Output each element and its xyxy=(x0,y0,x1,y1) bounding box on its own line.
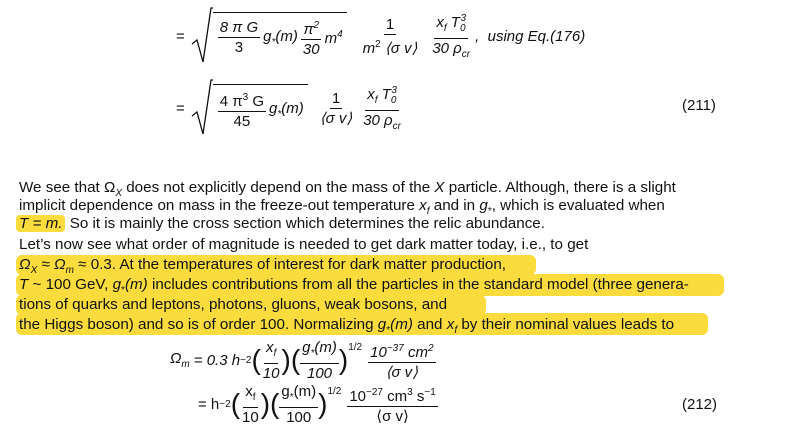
equals-sign: = xyxy=(176,99,185,117)
paragraph-line-3: T = m. So it is mainly the cross section which determines the relic abundance. xyxy=(16,214,545,233)
g-star-m: $g_*(m)$ xyxy=(263,27,298,48)
fraction-1e-27-over-sigmav: $\frac{10^{-27} cm^3 s^{-1}}{\text{⟨σ v⟩}}$ xyxy=(347,384,437,425)
equation-line-4: = h −2 ( $\frac{x_f}{10}$ ) ( $\frac{g_*(m)}{100}$ ) $^{1/2}$ $\frac{10^{-27} cm^3 s^{-1}}{\text{⟨σ v⟩}}$ xyxy=(198,382,436,426)
equation-comment: , using Eq.(176) xyxy=(475,27,586,45)
fraction-1e-37-over-sigmav: $\frac{10^{-37} cm^2}{\text{⟨σ v⟩}}$ xyxy=(368,340,435,381)
sqrt-sign xyxy=(191,78,213,138)
sqrt-body xyxy=(213,84,308,130)
fraction-gstar-over-100: $\frac{g_*(m)}{100}$ xyxy=(302,338,337,382)
omega-m: $\Omega_m$ xyxy=(170,350,190,370)
fraction-1-over-sigmav: $\frac{1}{\text{⟨σ v⟩}}$ xyxy=(319,89,353,127)
sqrt-sign xyxy=(191,6,213,66)
fraction-1-over-m2-sigmav: $\frac{1}{m^2 ⟨\sigma v⟩}$ xyxy=(362,15,418,57)
m4: $m^4$ xyxy=(324,28,343,47)
g-star-m: $g_*(m)$ xyxy=(269,99,304,120)
fraction-xfT0-over-30rho: $\frac{x_f T_0^3}{30 \rho_{cr}}$ xyxy=(361,82,403,135)
fraction-8piG-over-3: $\frac{\text{8 π G}}{3}$ xyxy=(219,19,259,56)
fraction-xf-over-10: $\frac{x_f}{10}$ xyxy=(242,382,259,426)
equation-line-3: $\Omega_m$ = 0.3 h −2 ( $\frac{x_f}{10}$ ) ( $\frac{g_*(m)}{100}$ ) $^{1/2}$ $\frac{10^{-37} cm^2}{\text{⟨σ v⟩}}$ xyxy=(170,338,434,382)
paragraph-line-6: T ~ 100 GeV, $g_*(m)$ includes contributions from all the particles in the standard model (three genera- xyxy=(19,276,689,297)
equation-number-212: (212) xyxy=(682,396,718,413)
paragraph-line-8: the Higgs boson) and so is of order 100. Normalizing $g_*(m)$ and $x_f$ by their nominal values leads to xyxy=(19,316,675,337)
paragraph-line-1: We see that $\Omega_X$ does not explicitly depend on the mass of the X particle. Although, there is a slight xyxy=(19,179,676,200)
equation-line-1 xyxy=(176,6,585,66)
fraction-xf-over-10: $\frac{x_f}{10}$ xyxy=(262,338,280,382)
fraction-xfT0-over-30rho: $\frac{x_f T_0^3}{30 \rho_{cr}}$ xyxy=(430,10,472,63)
sqrt-body xyxy=(213,12,347,58)
equals-sign: = xyxy=(176,27,185,45)
paragraph-line-5: $\Omega_X \approx \Omega_m \approx 0.3$. At the temperatures of interest for dark matter production, xyxy=(19,256,507,277)
fraction-pi2-over-30: $\frac{\pi^2}{30}$ xyxy=(301,17,322,58)
paragraph-line-7: tions of quarks and leptons, photons, gluons, weak bosons, and xyxy=(19,296,448,313)
fraction-gstar-over-100: $\frac{g_*(m)}{100}$ xyxy=(281,382,317,426)
paragraph-line-2: implicit dependence on mass in the freeze-out temperature $x_f$ and in $g_*$, which is evaluated when xyxy=(19,197,665,218)
fraction-4pi3G-over-45: $\frac{4 \pi^3 G}{45}$ xyxy=(218,89,266,130)
highlight-T-equals-m: T = m. xyxy=(16,215,65,232)
equation-number-211: (211) xyxy=(682,97,716,114)
equation-line-2 xyxy=(176,78,406,138)
paragraph-line-4: Let’s now see what order of magnitude is needed to get dark matter today, i.e., to get xyxy=(19,236,589,253)
